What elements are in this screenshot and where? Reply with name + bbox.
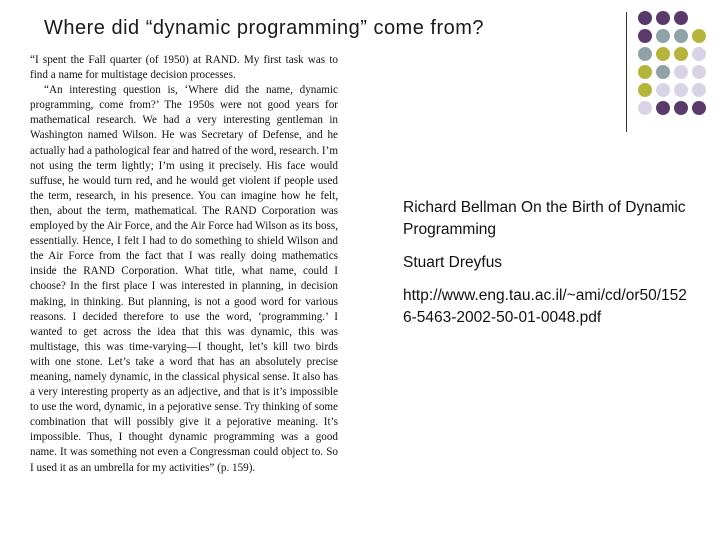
reference-block — [403, 197, 693, 340]
decorative-dot — [674, 101, 688, 115]
decorative-dot — [692, 29, 706, 43]
slide-title: Where did “dynamic programming” come from? — [44, 17, 485, 39]
decorative-dot — [674, 29, 688, 43]
decorative-dot — [638, 47, 652, 61]
decorative-dot — [656, 101, 670, 115]
decorative-dot — [674, 65, 688, 79]
decorative-dot — [638, 65, 652, 79]
quote-paragraph-2: “An interesting question is, ‘Where did the name, dynamic programming, come from?’ The 1950s were not good years for mathematical research. We had a very interesting gentleman in Washington named Wilson. He was Secretary of Defense, and he actually had a pathological fear and hatred of the word, research. I’m not using the term lightly; I’m using it precisely. His face would suffuse, he would turn red, and he would get violent if people used the term, research, in his presence. You can imagine how he felt, then, about the term, mathematical. The RAND Corporation was employed by the Air Force, and the Air Force had Wilson as its boss, essentially. Hence, I felt I had to do something to shield Wilson and the Air Force from the fact that I was really doing mathematics inside the RAND Corporation. What title, what name, could I choose? In the first place I was interested in planning, in decision making, in thinking. But planning, is not a good word for various reasons. I decided therefore to use the word, ‘programming.’ I wanted to get across the idea that this was dynamic, this was multistage, this was time-varying—I thought, let’s kill two birds with one stone. Let’s take a word that has an absolutely precise meaning, namely dynamic, in the classical physical sense. It also has a very interesting property as an adjective, and that is it’s impossible to use the word, dynamic, in a pejorative sense. Try thinking of some combination that will possibly give it a pejorative meaning. It’s impossible. Thus, I thought dynamic programming was a good name. It was something not even a Congressman could object to. So I used it as an umbrella for my activities” (p. 159). — [30, 84, 338, 474]
decorative-dot — [656, 83, 670, 97]
decorative-dot — [656, 47, 670, 61]
reference-title: Richard Bellman On the Birth of Dynamic Programming — [403, 199, 686, 238]
reference-author: Stuart Dreyfus — [403, 254, 503, 271]
decorative-dot — [692, 65, 706, 79]
decorative-dot — [638, 29, 652, 43]
decorative-dot — [674, 11, 688, 25]
bellman-quote — [30, 53, 338, 476]
decorative-dot — [692, 101, 706, 115]
reference-url[interactable]: http://www.eng.tau.ac.il/~ami/cd/or50/1526-5463-2002-50-01-0048.pdf — [403, 287, 687, 326]
quote-paragraph-1: “I spent the Fall quarter (of 1950) at RAND. My first task was to find a name for multistage decision processes. — [30, 54, 338, 82]
decorative-dot — [638, 11, 652, 25]
decorative-dot — [674, 47, 688, 61]
decorative-dot — [692, 83, 706, 97]
decorative-dot — [656, 11, 670, 25]
decorative-dot — [638, 101, 652, 115]
decorative-dot — [638, 83, 652, 97]
divider-line — [626, 12, 627, 132]
decorative-dot — [692, 47, 706, 61]
decorative-dot — [674, 83, 688, 97]
decorative-dot — [656, 29, 670, 43]
decorative-dot — [656, 65, 670, 79]
